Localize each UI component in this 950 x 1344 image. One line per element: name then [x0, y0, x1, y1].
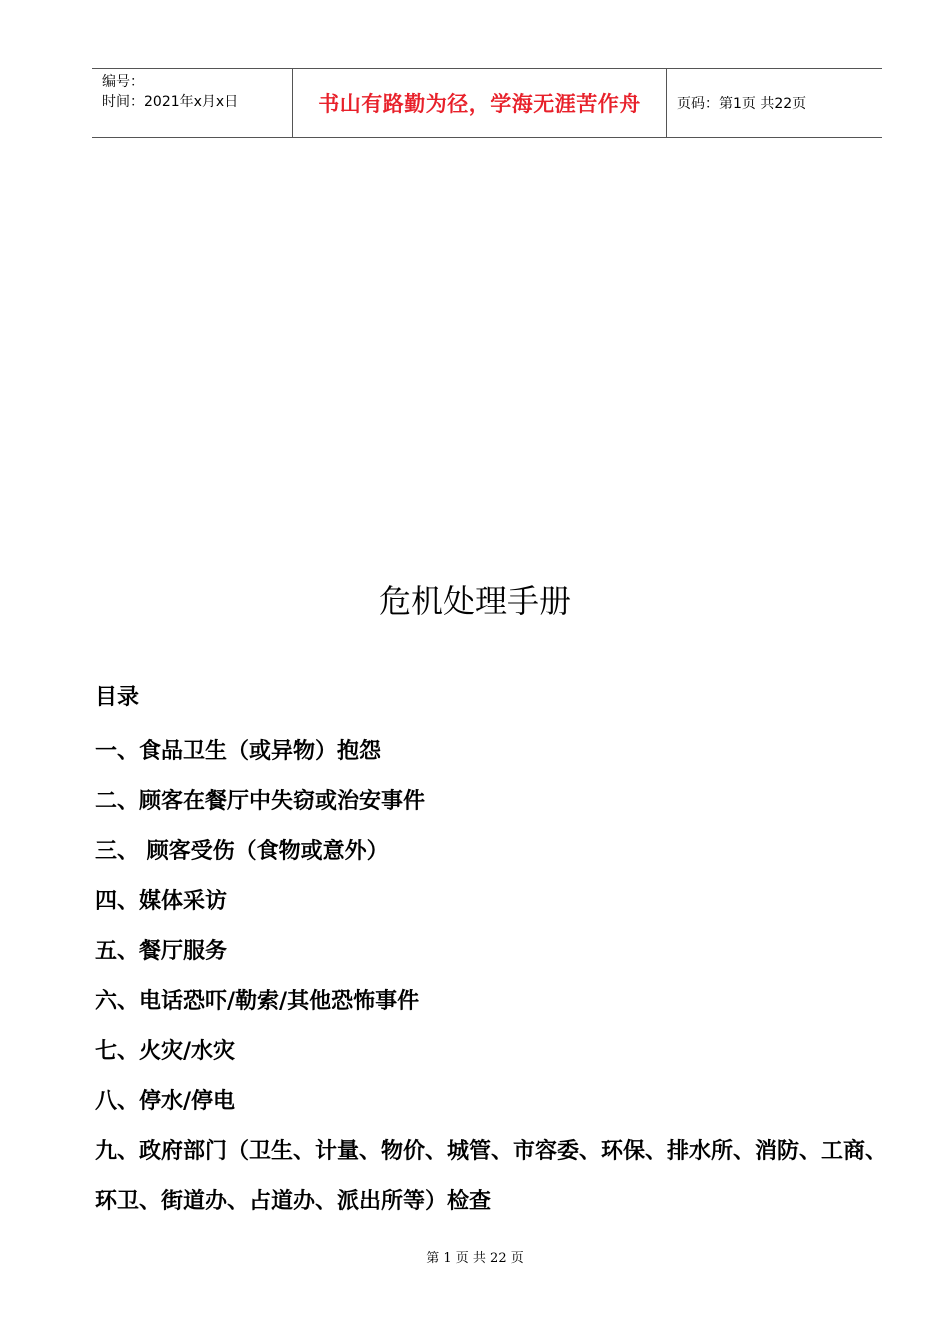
document-number: 编号： [102, 74, 144, 90]
header-motto-cell [293, 69, 667, 137]
toc-heading: 目录 [95, 684, 140, 710]
toc-item: 二、顾客在餐厅中失窃或治安事件 [95, 788, 426, 814]
table-of-contents [95, 676, 905, 1226]
toc-item: 七、火灾/水灾 [95, 1038, 236, 1064]
header-page-cell [667, 69, 882, 137]
toc-item: 九、政府部门（卫生、计量、物价、城管、市容委、环保、排水所、消防、工商、环卫、街道办、占道办、派出所等）检查 [95, 1138, 888, 1214]
page-footer: 第 1 页 共 22 页 [426, 1251, 524, 1266]
toc-item: 五、餐厅服务 [95, 938, 228, 964]
toc-item: 一、食品卫生（或异物）抱怨 [95, 738, 382, 764]
document-title: 危机处理手册 [378, 582, 571, 620]
header-motto: 书山有路勤为径，学海无涯苦作舟 [318, 91, 641, 116]
toc-item: 三、 顾客受伤（食物或意外） [95, 838, 389, 864]
page-header [92, 68, 882, 138]
toc-item: 四、媒体采访 [95, 888, 228, 914]
toc-item: 八、停水/停电 [95, 1088, 236, 1114]
toc-item: 六、电话恐吓/勒索/其他恐怖事件 [95, 988, 420, 1014]
document-date: 时间：2021年x月x日 [102, 94, 239, 110]
header-page-info: 页码：第1页 共22页 [677, 96, 807, 112]
header-meta [92, 69, 293, 137]
